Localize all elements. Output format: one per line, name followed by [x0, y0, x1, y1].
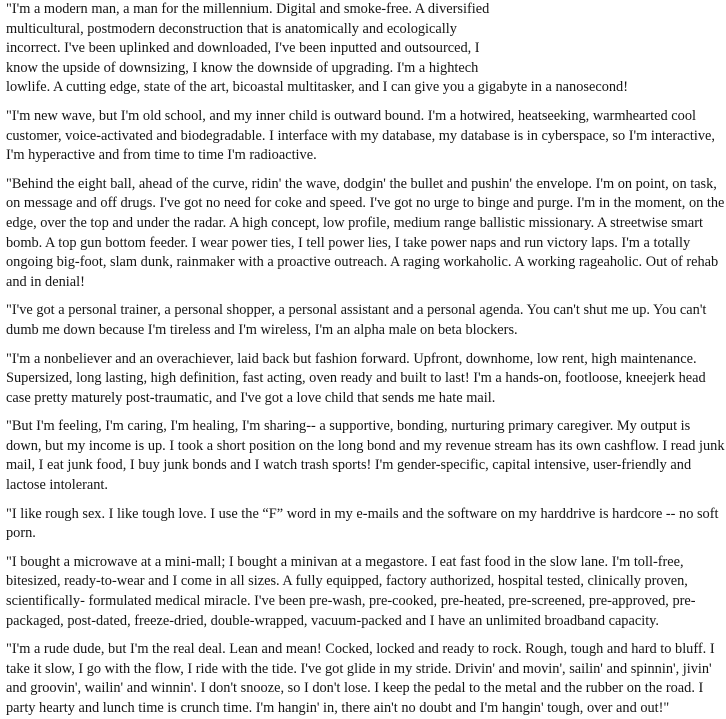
text-line: dumb me down because I'm tireless and I'm wireless, I'm an alpha male on beta blockers. [6, 321, 518, 338]
paragraph-modern-man [6, 0, 710, 98]
text-line: "I'm a rude dude, but I'm the real deal. Lean and mean! Cocked, locked and ready to rock. Rough, tough and hard to bluff. I [6, 641, 715, 658]
text-line: know the upside of downsizing, I know the downside of upgrading. I'm a hightech [6, 59, 479, 76]
paragraph-microwave [6, 553, 710, 631]
text-line: I'm hyperactive and from time to time I'm radioactive. [6, 147, 317, 164]
text-line: and groovin', wailin' and winnin'. I don't snooze, so I don't lose. I keep the pedal to the metal and the rubber on the road. I [6, 680, 704, 697]
text-line: porn. [6, 525, 36, 542]
text-line: down, but my income is up. I took a short position on the long bond and my revenue stream has its own cashflow. I read junk [6, 437, 725, 454]
text-line: incorrect. I've been uplinked and downloaded, I've been inputted and outsourced, I [6, 40, 480, 57]
text-line: lowlife. A cutting edge, state of the art, bicoastal multitasker, and I can give you a gigabyte in a nanosecond! [6, 79, 628, 96]
text-line: packaged, post-dated, freeze-dried, double-wrapped, vacuum-packed and I have an unlimited broadband capacity. [6, 612, 660, 629]
text-line: "I bought a microwave at a mini-mall; I bought a minivan at a megastore. I eat fast food in the slow lane. I'm toll-free, [6, 553, 684, 570]
text-line: lactose intolerant. [6, 477, 108, 494]
text-line: bitesized, ready-to-wear and I come in all sizes. A fully equipped, factory authorized, hospital tested, clinically proven, [6, 573, 688, 590]
paragraph-tough-love [6, 505, 719, 544]
text-line: ongoing big-foot, slam dunk, rainmaker with a proactive outreach. A raging workaholic. A working rageaholic. Out of rehab [6, 254, 719, 271]
text-line: "I'm a nonbeliever and an overachiever, laid back but fashion forward. Upfront, downhome, low rent, high maintenance. [6, 350, 697, 367]
paragraph-rude-dude [6, 640, 715, 718]
text-line: party hearty and lunch time is crunch time. I'm hangin' in, there ain't no doubt and I'm hangin' tough, over and out!" [6, 700, 670, 716]
text-line: on message and off drugs. I've got no need for coke and speed. I've got no urge to binge and purge. I'm in the moment, on the [6, 195, 725, 212]
text-line: "I like rough sex. I like tough love. I use the “F” word in my e-mails and the software on my harddrive is hardcore -- no soft [6, 505, 719, 522]
text-line: edge, over the top and under the radar. A high concept, low profile, medium range ballistic missionary. A streetwise smart [6, 214, 703, 231]
text-line: scientifically- formulated medical miracle. I've been pre-wash, pre-cooked, pre-heated, pre-screened, pre-approved, pre- [6, 593, 696, 610]
text-line: multicultural, postmodern deconstruction that is anatomically and ecologically [6, 20, 457, 37]
paragraph-feeling [6, 417, 725, 495]
text-line: take it slow, I go with the flow, I ride with the tide. I've got glide in my stride. Drivin' and movin', sailin' and spinnin', jivin' [6, 660, 712, 677]
text-line: "Behind the eight ball, ahead of the curve, ridin' the wave, dodgin' the bullet and pushin' the envelope. I'm on point, on task, [6, 175, 717, 192]
paragraph-eight-ball [6, 175, 725, 293]
text-line: mail, I eat junk food, I buy junk bonds and I watch trash sports! I'm gender-specific, capital intensive, user-friendly and [6, 457, 692, 474]
paragraph-nonbeliever [6, 350, 710, 409]
text-line: "I've got a personal trainer, a personal shopper, a personal assistant and a personal agenda. You can't shut me up. You can't [6, 302, 707, 319]
text-line: Supersized, long lasting, high definition, fast acting, oven ready and built to last! I'm a hands-on, footloose, kneejerk head [6, 370, 706, 387]
paragraph-personal-trainer [6, 301, 710, 340]
text-line: "I'm a modern man, a man for the millennium. Digital and smoke-free. A diversified [6, 1, 490, 17]
text-line: "But I'm feeling, I'm caring, I'm healing, I'm sharing-- a supportive, bonding, nurturing primary caregiver. My output is [6, 418, 691, 435]
text-line: case pretty maturely post-traumatic, and I've got a love child that sends me hate mail. [6, 389, 496, 406]
text-line: and in denial! [6, 273, 85, 290]
paragraph-new-wave [6, 107, 715, 166]
text-line: customer, voice-activated and biodegradable. I interface with my database, my database is in cyberspace, so I'm interactive, [6, 127, 715, 144]
text-line: "I'm new wave, but I'm old school, and my inner child is outward bound. I'm a hotwired, heatseeking, warmhearted cool [6, 107, 696, 124]
text-line: bomb. A top gun bottom feeder. I wear power ties, I tell power lies, I take power naps and run victory laps. I'm a totally [6, 234, 691, 251]
